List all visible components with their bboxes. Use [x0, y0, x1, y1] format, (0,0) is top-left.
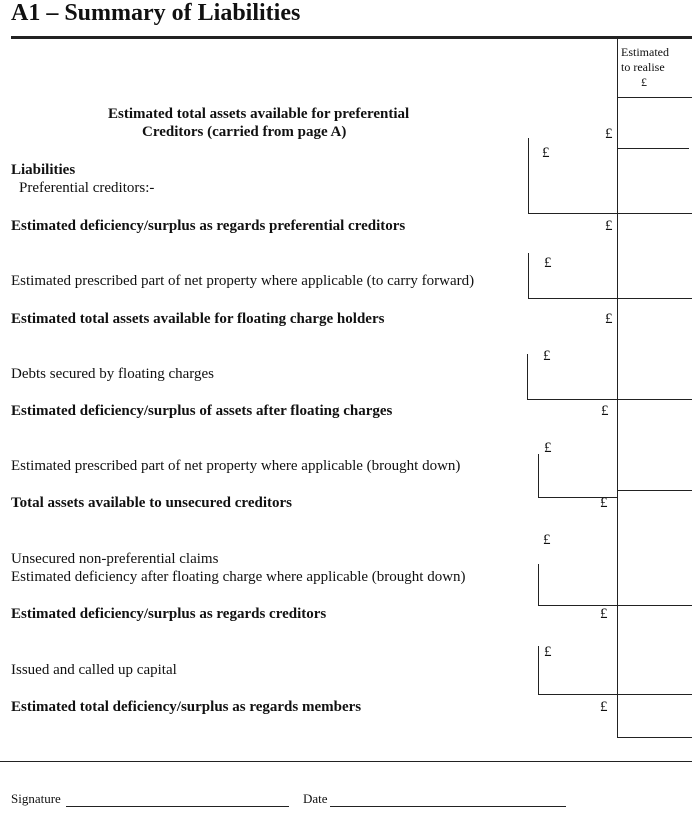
subtotal-bracket — [527, 354, 528, 400]
column-divider — [617, 39, 618, 737]
row-label: Debts secured by floating charges — [11, 366, 214, 382]
signature-label: Signature — [11, 791, 61, 806]
column-rule — [617, 737, 692, 738]
column-rule — [538, 605, 692, 606]
pound-sign: £ — [605, 311, 613, 327]
column-header-line2: to realise — [621, 60, 665, 74]
subtotal-bracket — [538, 646, 539, 695]
signature-line[interactable] — [66, 806, 289, 807]
date-line[interactable] — [330, 806, 566, 807]
column-header-currency: £ — [641, 75, 647, 89]
row-label: Creditors (carried from page A) — [142, 124, 347, 140]
column-header-line1: Estimated — [621, 45, 669, 59]
row-label: Estimated deficiency/surplus of assets after floating charges — [11, 403, 393, 419]
pound-sign: £ — [542, 145, 550, 161]
row-label: Preferential creditors:- — [19, 180, 155, 196]
subtotal-bracket — [528, 253, 529, 299]
form-title: A1 – Summary of Liabilities — [11, 0, 301, 26]
column-rule — [529, 213, 692, 214]
column-rule — [538, 694, 692, 695]
column-rule — [617, 490, 692, 491]
row-label: Estimated deficiency/surplus as regards preferential creditors — [11, 218, 406, 234]
column-rule — [527, 399, 692, 400]
pound-sign: £ — [601, 403, 609, 419]
date-label: Date — [303, 791, 328, 806]
pound-sign: £ — [543, 348, 551, 364]
pound-sign: £ — [600, 495, 608, 511]
column-header-rule — [617, 97, 692, 98]
row-label: Unsecured non-preferential claims — [11, 551, 219, 567]
subtotal-bracket — [538, 564, 539, 606]
subtotal-bracket — [538, 454, 539, 498]
row-label: Estimated total assets available for floating charge holders — [11, 311, 385, 327]
footer-rule — [0, 761, 692, 762]
row-label: Estimated total deficiency/surplus as regards members — [11, 699, 362, 715]
row-label: Estimated prescribed part of net property where applicable (to carry forward) — [11, 273, 475, 289]
column-header — [621, 45, 669, 90]
pound-sign: £ — [544, 255, 552, 271]
pound-sign: £ — [600, 699, 608, 715]
subtotal-bracket — [528, 138, 529, 214]
section-heading: Liabilities — [11, 162, 76, 178]
row-label: Estimated deficiency/surplus as regards creditors — [11, 606, 327, 622]
row-label: Estimated prescribed part of net property where applicable (brought down) — [11, 458, 461, 474]
row-label: Total assets available to unsecured creditors — [11, 495, 292, 511]
row-label: Estimated deficiency after floating charge where applicable (brought down) — [11, 569, 466, 585]
column-rule — [617, 298, 692, 299]
title-rule — [11, 36, 692, 39]
pound-sign: £ — [605, 126, 613, 142]
row-label: Issued and called up capital — [11, 662, 177, 678]
pound-sign: £ — [605, 218, 613, 234]
pound-sign: £ — [544, 644, 552, 660]
column-rule — [617, 148, 689, 149]
pound-sign: £ — [543, 532, 551, 548]
row-label: Estimated total assets available for preferential — [108, 106, 410, 122]
pound-sign: £ — [600, 606, 608, 622]
pound-sign: £ — [544, 440, 552, 456]
column-rule — [528, 298, 617, 299]
